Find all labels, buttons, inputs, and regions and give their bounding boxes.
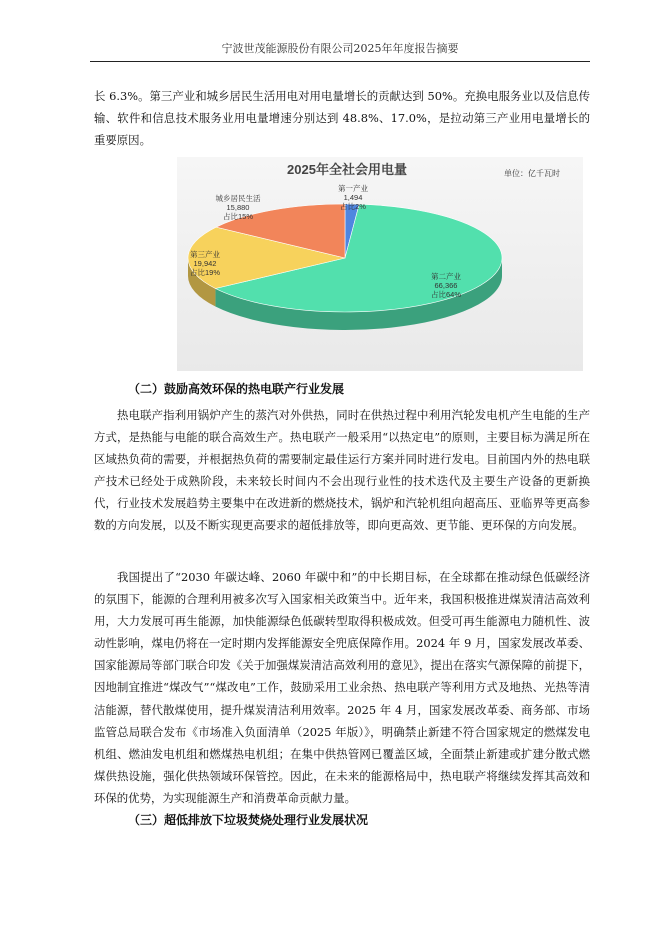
slice-label-residential-name: 城乡居民生活 — [215, 194, 261, 203]
slice-label-secondary-value: 66,366 — [434, 281, 458, 290]
chart-title: 2025年全社会用电量 — [287, 162, 407, 177]
slice-label-residential-share: 占比15% — [222, 212, 254, 221]
slice-label-primary-share: 占比2% — [340, 202, 366, 211]
page-header: 宁波世茂能源股份有限公司2025年年度报告摘要 — [221, 42, 459, 55]
slice-label-secondary-name: 第二产业 — [431, 272, 461, 281]
paragraph-cogeneration-overview: 热电联产指利用锅炉产生的蒸汽对外供热，同时在供热过程中利用汽轮发电机产生电能的生产方式，是热能与电能的联合高效生产。热电联产一般采用“以热定电”的原则，主要目标为满足所在区域热负荷的需要，并根据热负荷的需要制定最佳运行方案并同时进行发电。目前国内外的热电联产技术已经处于成熟阶段，未来较长时间内不会出现行业性的技术迭代及主要生产设备的更新换代，行业技术发展趋势主要集中在改进新的燃烧技术，锅炉和汽轮机组向超高压、亚临界等更高参数的方向发展，以及不断实现更高要求的超低排放等，即向更高效、更节能、更环保的方向发展。 — [94, 408, 590, 533]
slice-label-tertiary — [190, 249, 221, 277]
slice-label-primary-name: 第一产业 — [338, 184, 368, 193]
section-heading-waste-incineration: （三）超低排放下垃圾焚烧处理行业发展状况 — [128, 813, 369, 827]
slice-label-secondary — [431, 271, 462, 299]
chart-unit-label: 单位：亿千瓦时 — [504, 169, 560, 178]
slice-label-tertiary-name: 第三产业 — [190, 250, 220, 259]
slice-label-tertiary-value: 19,942 — [193, 259, 217, 268]
header-divider — [90, 61, 590, 62]
paragraph-policy-context: 我国提出了“2030 年碳达峰、2060 年碳中和”的中长期目标，在全球都在推动绿色低碳经济的氛围下，能源的合理利用被多次写入国家相关政策当中。近年来，我国积极推进煤炭清洁高效利用，大力发展可再生能源，加快能源绿色低碳转型取得积极成效。但受可再生能源电力随机性、波动性影响，煤电仍将在一定时期内发挥能源安全兜底保障作用。2024 年 9 月，国家发展改革委、国家能源局等部门联合印发《关于加强煤炭清洁高效利用的意见》，提出在落实气源保障的前提下，因地制宜推进“煤改气”“煤改电”工作，鼓励采用工业余热、热电联产等利用方式及地热、光热等清洁能源，替代散煤使用，提升煤炭清洁利用效率。2025 年 4 月，国家发展改革委、商务部、市场监管总局联合发布《市场准入负面清单（2025 年版）》，明确禁止新建不符合国家规定的燃煤发电机组、燃油发电机组和燃煤热电机组；在集中供热管网已覆盖区域，全面禁止新建或扩建分散式燃煤供热设施，强化供热领域环保管控。因此，在未来的能源格局中，热电联产将继续发挥其高效和环保的优势，为实现能源生产和消费革命贡献力量。 — [94, 570, 590, 805]
slice-label-primary-value: 1,494 — [343, 193, 363, 202]
paragraph-electricity-growth: 长 6.3%。第三产业和城乡居民生活用电对用电量增长的贡献达到 50%。充换电服务业以及信息传输、软件和信息技术服务业用电量增速分别达到 48.8%、17.0%，是拉动第三产业用电量增长的重要原因。 — [94, 89, 590, 148]
electricity-consumption-pie-chart — [177, 157, 583, 371]
slice-label-secondary-share: 占比64% — [430, 290, 462, 299]
section-heading-cogeneration: （二）鼓励高效环保的热电联产行业发展 — [128, 382, 345, 396]
slice-label-tertiary-share: 占比19% — [189, 268, 221, 277]
slice-label-residential-value: 15,880 — [226, 203, 250, 212]
